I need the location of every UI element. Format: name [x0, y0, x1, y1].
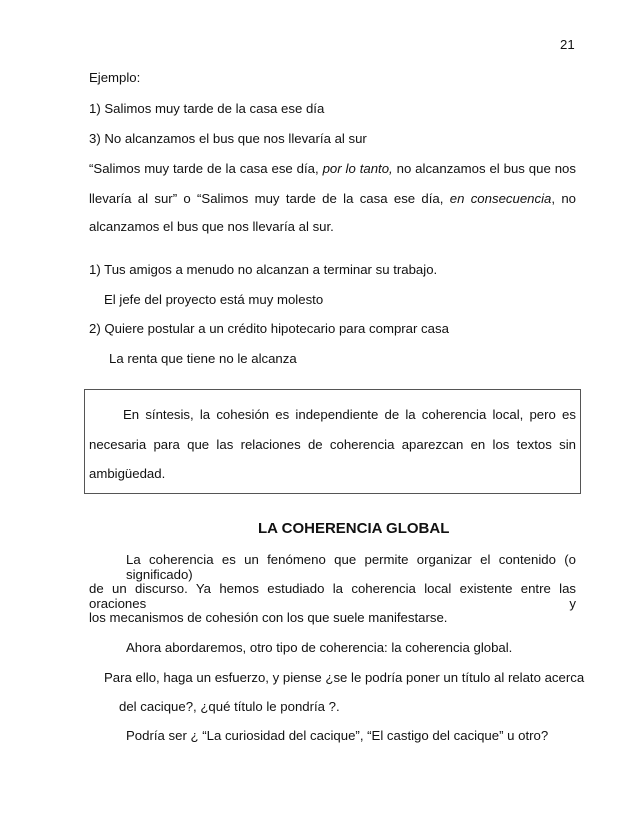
synthesis-line-1: En síntesis, la cohesión es independiente de la coherencia local, pero es	[123, 407, 576, 422]
section-p1-line-1: La coherencia es un fenómeno que permite organizar el contenido (o significado)	[126, 552, 576, 582]
exercise-1-sub: El jefe del proyecto está muy molesto	[104, 292, 324, 307]
example-label: Ejemplo:	[89, 70, 141, 85]
example-paragraph-line-1: “Salimos muy tarde de la casa ese día, por lo tanto, no alcanzamos el bus que nos	[89, 161, 576, 176]
example-item-1: 1) Salimos muy tarde de la casa ese día	[89, 101, 325, 116]
section-p1-line-3: los mecanismos de cohesión con los que suele manifestarse.	[89, 610, 448, 625]
synthesis-line-2: necesaria para que las relaciones de coherencia aparezcan en los textos sin	[89, 437, 576, 452]
example-item-3: 3) No alcanzamos el bus que nos llevaría al sur	[89, 131, 367, 146]
example-paragraph-line-2: llevaría al sur” o “Salimos muy tarde de la casa ese día, en consecuencia, no	[89, 191, 577, 206]
section-p3-line-2: del cacique?, ¿qué título le pondría ?.	[119, 699, 340, 714]
synthesis-line-3: ambigüedad.	[89, 466, 166, 481]
page-number: 21	[560, 37, 575, 52]
example-paragraph-line-3: alcanzamos el bus que nos llevaría al sur.	[89, 219, 334, 234]
section-p2: Ahora abordaremos, otro tipo de coherencia: la coherencia global.	[126, 640, 513, 655]
section-p4: Podría ser ¿ “La curiosidad del cacique”, “El castigo del cacique” u otro?	[126, 728, 549, 743]
exercise-1: 1) Tus amigos a menudo no alcanzan a terminar su trabajo.	[89, 262, 438, 277]
exercise-2: 2) Quiere postular a un crédito hipotecario para comprar casa	[89, 321, 449, 336]
section-p1-line-2: de un discurso. Ya hemos estudiado la coherencia local existente entre las oraciones y	[89, 581, 576, 611]
section-p3-line-1: Para ello, haga un esfuerzo, y piense ¿se le podría poner un título al relato acerca	[104, 670, 585, 685]
exercise-2-sub: La renta que tiene no le alcanza	[109, 351, 297, 366]
section-title: LA COHERENCIA GLOBAL	[258, 520, 450, 537]
